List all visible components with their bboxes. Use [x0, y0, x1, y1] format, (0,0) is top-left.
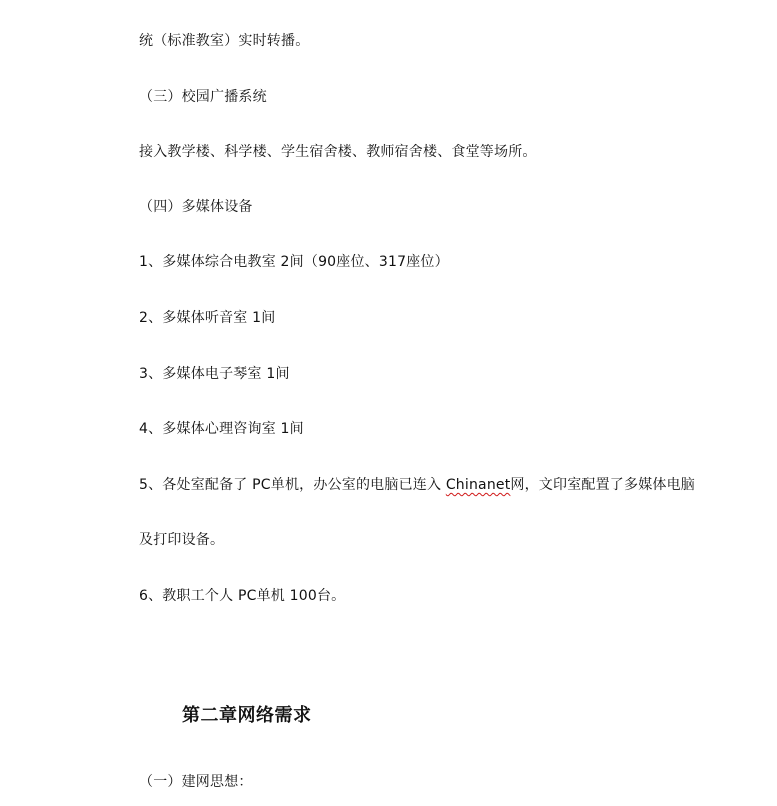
list-item: 6、教职工个人 PC单机 100台。 [139, 588, 346, 604]
paragraph-line: 统（标准教室）实时转播。 [139, 33, 310, 49]
list-item: 4、多媒体心理咨询室 1间 [139, 421, 304, 437]
list-item-text: 5、各处室配备了 PC单机，办公室的电脑已连入 [139, 477, 446, 493]
section-heading-broadcast: （三）校园广播系统 [139, 89, 267, 105]
paragraph-line: 及打印设备。 [139, 532, 225, 548]
list-item: 2、多媒体听音室 1间 [139, 310, 276, 326]
list-item: 1、多媒体综合电教室 2间（90座位、317座位） [139, 254, 449, 270]
list-item-text: 网，文印室配置了多媒体电脑 [510, 477, 696, 493]
section-heading-multimedia: （四）多媒体设备 [139, 199, 253, 215]
chapter-heading: 第二章网络需求 [182, 705, 312, 726]
spellcheck-flagged-word[interactable]: Chinanet [445, 477, 511, 493]
list-item [139, 476, 695, 494]
paragraph-line: 接入教学楼、科学楼、学生宿舍楼、教师宿舍楼、食堂等场所。 [139, 144, 537, 160]
subsection-heading: （一）建网思想： [139, 774, 253, 790]
list-item: 3、多媒体电子琴室 1间 [139, 366, 290, 382]
